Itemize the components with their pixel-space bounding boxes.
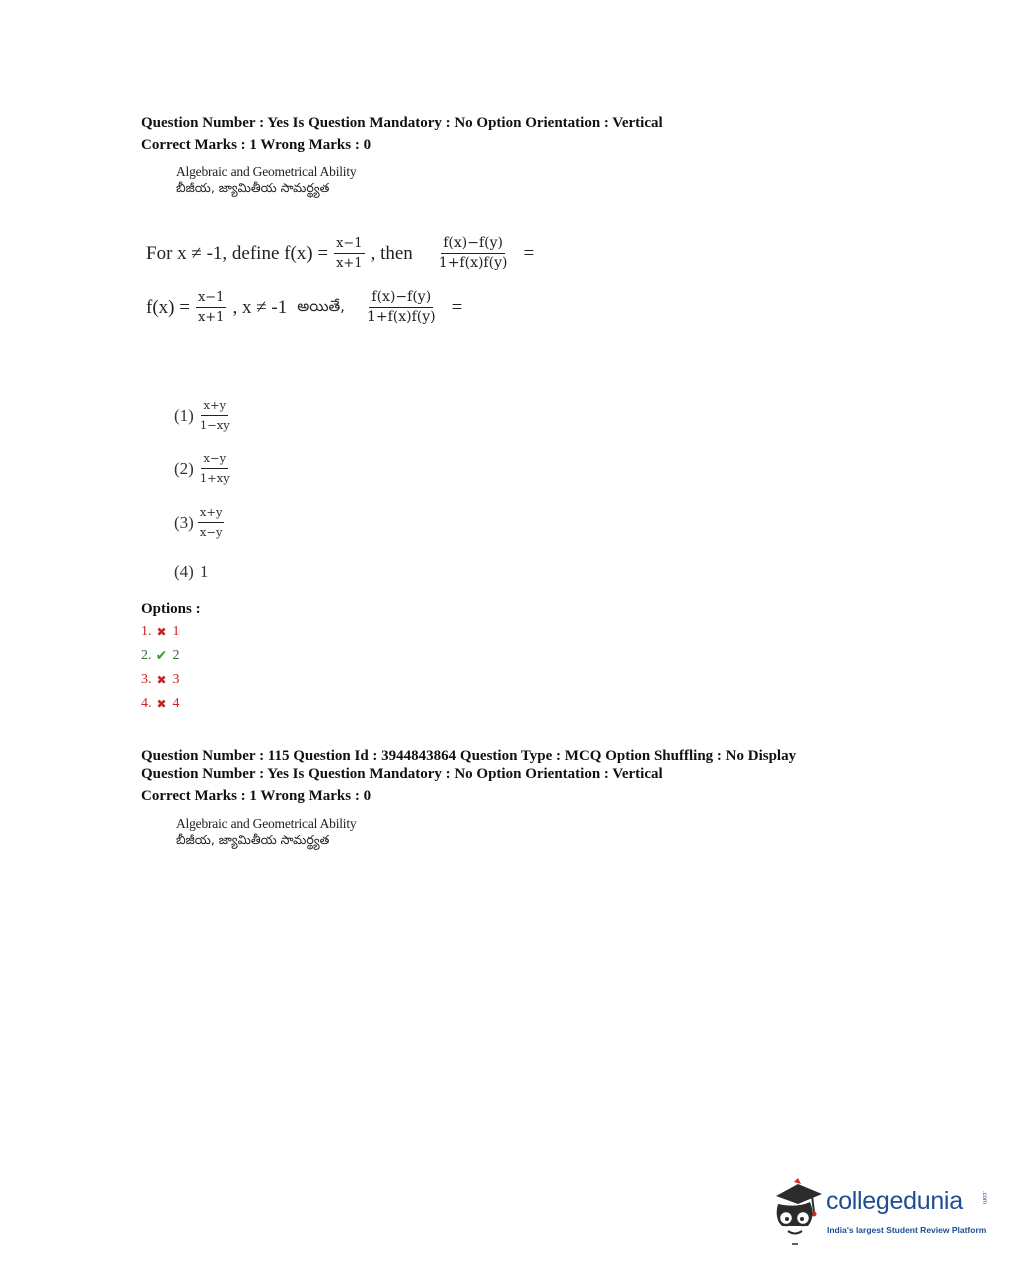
wrong-mark-icon: ✖: [156, 697, 167, 711]
option-row-1: [141, 624, 180, 640]
subject-telugu: బీజీయ, జ్యామితీయ సామర్థ్యత: [176, 832, 330, 847]
collegedunia-logo: [768, 1178, 993, 1248]
option-value: 3: [172, 672, 180, 687]
fraction-denominator: x−y: [199, 525, 223, 539]
choice-label: (4): [174, 562, 194, 581]
option-index: 1.: [141, 624, 152, 639]
choice-1: [174, 398, 238, 433]
fraction-numerator: x+y: [201, 398, 228, 416]
wrong-mark-icon: ✖: [156, 673, 167, 687]
question-id-line: Question Number : 115 Question Id : 3944843864 Question Type : MCQ Option Shuffling : No Display: [141, 748, 797, 764]
subject-english: Algebraic and Geometrical Ability: [176, 816, 357, 831]
brand-domain: .com: [981, 1191, 987, 1205]
fraction-denominator: x+1: [197, 310, 225, 325]
wrong-mark-icon: ✖: [156, 625, 167, 639]
equals-sign: =: [523, 242, 535, 264]
choice-value: 1: [199, 562, 209, 581]
marks-line: Correct Marks : 1 Wrong Marks : 0: [141, 137, 372, 153]
subject-label: [176, 164, 356, 195]
fraction-numerator: x+y: [198, 505, 225, 523]
question-text-pre: f(x) =: [146, 296, 190, 318]
fraction-numerator: x−1: [334, 236, 365, 254]
options-heading: Options :: [141, 601, 201, 617]
choice-fraction: [198, 505, 225, 540]
mascot-icon: [768, 1178, 826, 1248]
equals-sign: =: [451, 296, 463, 318]
question-text-mid: , x ≠ -1: [232, 296, 288, 318]
question-text-pre: For x ≠ -1, define f(x) =: [146, 242, 329, 264]
question-english: [146, 236, 534, 271]
fraction-denominator: 1+xy: [199, 471, 230, 485]
fraction-f-definition: [196, 290, 227, 325]
choice-label: (1): [174, 405, 194, 425]
option-row-2: [141, 648, 180, 664]
fraction-denominator: 1+f(x)f(y): [438, 255, 508, 271]
brand-tagline: India's largest Student Review Platform: [827, 1225, 987, 1235]
fraction-f-definition: [334, 236, 365, 271]
check-mark-icon: ✔: [155, 648, 168, 664]
option-index: 3.: [141, 672, 152, 687]
fraction-expression: [365, 290, 438, 325]
choice-fraction: [198, 451, 232, 486]
question-telugu: [146, 290, 462, 325]
question-meta-line: Question Number : Yes Is Question Mandatory : No Option Orientation : Vertical: [141, 766, 663, 782]
brand-name: collegedunia: [826, 1187, 963, 1215]
marks-line: Correct Marks : 1 Wrong Marks : 0: [141, 788, 372, 804]
option-index: 4.: [141, 696, 152, 711]
question-meta-line: Question Number : Yes Is Question Mandatory : No Option Orientation : Vertical: [141, 115, 663, 131]
option-row-3: [141, 672, 180, 688]
fraction-denominator: x+1: [336, 256, 363, 271]
option-index: 2.: [141, 648, 152, 663]
choice-label: (3): [174, 512, 194, 532]
choice-label: (2): [174, 458, 194, 478]
choice-4: [174, 562, 208, 582]
subject-label: [176, 816, 356, 847]
telugu-word: అయితే,: [297, 296, 345, 315]
fraction-numerator: f(x)−f(y): [369, 290, 433, 308]
fraction-denominator: 1+f(x)f(y): [366, 309, 436, 325]
choice-2: [174, 451, 238, 486]
subject-english: Algebraic and Geometrical Ability: [176, 164, 357, 179]
option-value: 4: [172, 696, 180, 711]
fraction-numerator: x−y: [201, 451, 228, 469]
fraction-expression: [437, 236, 510, 271]
question-text-mid: , then: [370, 242, 413, 264]
choice-3: [174, 505, 230, 540]
subject-telugu: బీజీయ, జ్యామితీయ సామర్థ్యత: [176, 180, 330, 195]
choice-fraction: [198, 398, 232, 433]
option-value: 2: [172, 648, 180, 663]
option-row-4: [141, 696, 180, 712]
fraction-denominator: 1−xy: [199, 418, 230, 432]
fraction-numerator: x−1: [196, 290, 227, 308]
fraction-numerator: f(x)−f(y): [441, 236, 505, 254]
option-value: 1: [172, 624, 180, 639]
